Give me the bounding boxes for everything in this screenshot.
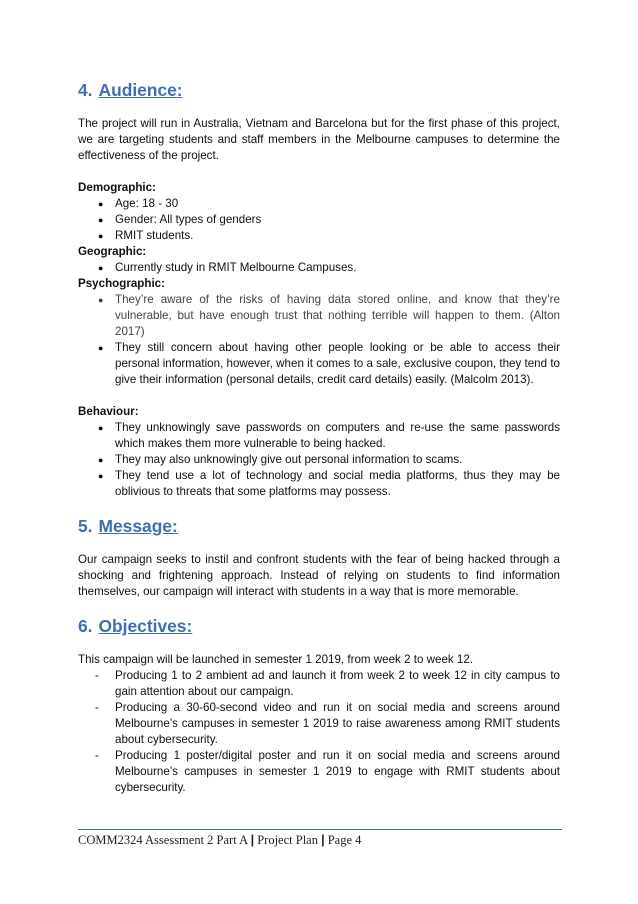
list-item: ● They still concern about having other people looking or be able to access their personal information, however, when it comes to a sale, exclusive coupon, they tend to give their information (personal details, credit card details) easily. (Malcolm 2013).	[78, 340, 560, 388]
list-item: ● RMIT students.	[78, 228, 560, 244]
demographic-label: Demographic:	[78, 181, 156, 194]
audience-intro: The project will run in Australia, Vietnam and Barcelona but for the first phase of this project, we are targeting students and staff members in the Melbourne campuses to determine the effectiveness of the project.	[78, 117, 560, 162]
section-title: Audience:	[98, 80, 183, 100]
footer-rule	[78, 829, 562, 830]
list-item: ● Gender: All types of genders	[78, 212, 560, 228]
list-item: - Producing 1 to 2 ambient ad and launch it from week 2 to week 12 in city campus to gain attention about our campaign.	[78, 668, 560, 700]
psychographic-list	[78, 292, 560, 388]
list-item: ● Currently study in RMIT Melbourne Campuses.	[78, 260, 560, 276]
demographic-list	[78, 196, 560, 244]
message-body: Our campaign seeks to instil and confront students with the fear of being hacked through a shocking and frightening approach. Instead of relying on students to find information themselves, our campaign will interact with students in a way that is more memorable.	[78, 553, 560, 598]
section-number: 6.	[78, 616, 93, 636]
footer-doc: Project Plan	[257, 833, 318, 847]
list-item: ● They tend use a lot of technology and social media platforms, thus they may be oblivious to threats that some platforms may possess.	[78, 468, 560, 500]
psychographic-label: Psychographic:	[78, 277, 165, 290]
geographic-list	[78, 260, 560, 276]
section-title: Objectives:	[98, 616, 193, 636]
list-item: - Producing 1 poster/digital poster and run it on social media and screens around Melbourne’s campuses in semester 1 2019 to engage with RMIT students about cybersecurity.	[78, 748, 560, 796]
footer-course: COMM2324 Assessment 2 Part A	[78, 833, 248, 847]
footer-separator: |	[250, 833, 255, 847]
footer-page-number: Page 4	[327, 833, 362, 847]
section-title: Message:	[98, 516, 178, 536]
message-heading	[78, 518, 560, 534]
list-item: ● They unknowingly save passwords on computers and re-use the same passwords which makes them more vulnerable to being hacked.	[78, 420, 560, 452]
page-footer	[78, 833, 361, 848]
objectives-list	[78, 668, 560, 796]
objectives-intro: This campaign will be launched in semester 1 2019, from week 2 to week 12.	[78, 653, 474, 666]
footer-separator: |	[321, 833, 325, 847]
audience-heading	[78, 82, 560, 98]
behaviour-list	[78, 420, 560, 500]
list-item: - Producing a 30-60-second video and run it on social media and screens around Melbourne’s campuses in semester 1 2019 to raise awareness among RMIT students about cybersecurity.	[78, 700, 560, 748]
objectives-heading	[78, 618, 560, 634]
geographic-label: Geographic:	[78, 245, 147, 258]
behaviour-label: Behaviour:	[78, 405, 139, 418]
list-item: ● Age: 18 - 30	[78, 196, 560, 212]
page-content	[78, 82, 560, 796]
section-number: 5.	[78, 516, 93, 536]
section-number: 4.	[78, 80, 93, 100]
list-item: ● They may also unknowingly give out personal information to scams.	[78, 452, 560, 468]
list-item: ● They’re aware of the risks of having data stored online, and know that they’re vulnerable, but have enough trust that nothing terrible will happen to them. (Alton 2017)	[78, 292, 560, 340]
